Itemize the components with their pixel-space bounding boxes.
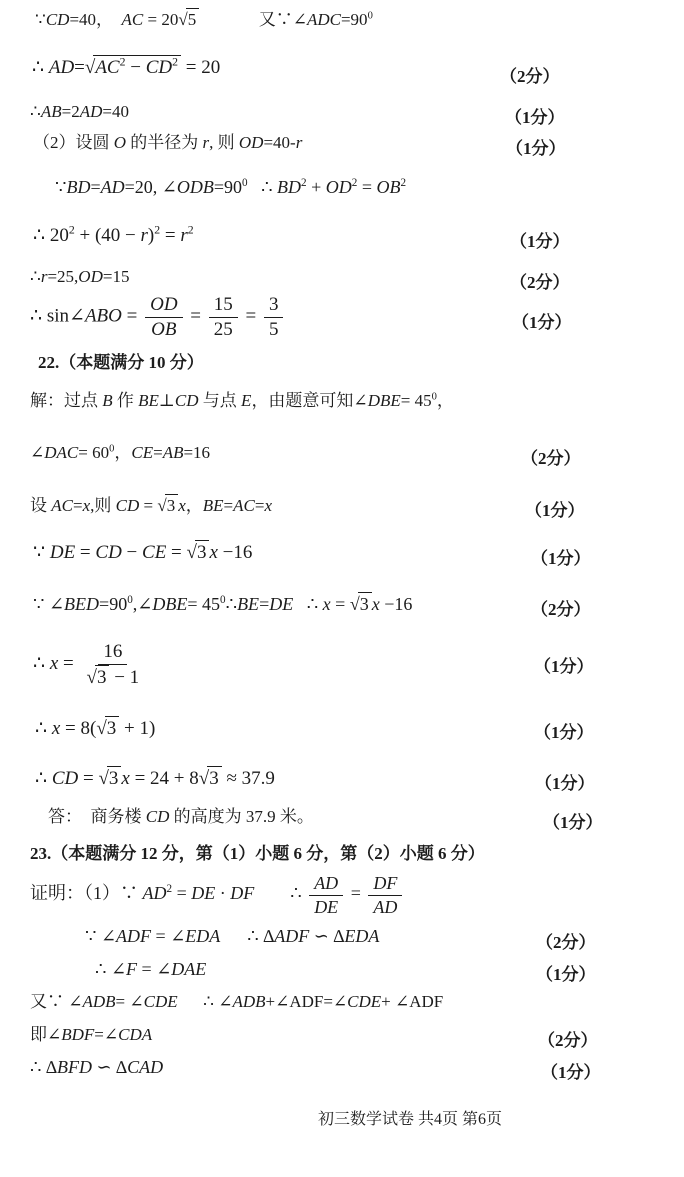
math-fragment: ∴ ∆	[220, 926, 275, 946]
math-fragment: = 45	[187, 594, 221, 614]
math-fragment: =2	[61, 102, 80, 121]
math-fragment: DE	[269, 594, 294, 614]
superscript: 0	[367, 10, 373, 22]
math-fragment: ∴	[35, 718, 52, 739]
math-fragment: DAC	[44, 443, 79, 462]
math-fragment: =90	[99, 594, 128, 614]
math-fragment: BE	[138, 391, 159, 410]
score-mark: （2分）	[510, 273, 570, 292]
fraction	[145, 293, 182, 342]
square-root	[87, 665, 110, 690]
math-fragment: ∽ ∆	[91, 1057, 128, 1077]
math-fragment: 3	[359, 594, 369, 614]
solution-line-13	[33, 540, 252, 565]
score-mark: （1分）	[535, 774, 595, 793]
score-mark: （1分）	[534, 657, 594, 676]
math-fragment: OD	[78, 267, 103, 286]
math-fragment: ≈ 37.9	[221, 768, 275, 789]
superscript: 2	[187, 223, 194, 237]
superscript: 2	[400, 177, 407, 189]
math-fragment: r	[180, 225, 188, 246]
page-footer: 初三数学试卷 共4页 第6页	[317, 1111, 502, 1128]
math-fragment: ODB	[176, 177, 214, 197]
math-fragment: =	[223, 496, 234, 515]
math-fragment: CAD	[127, 1057, 164, 1077]
math-fragment: =	[330, 594, 350, 614]
math-fragment: = ∠	[115, 992, 144, 1011]
math-fragment: =40	[102, 102, 129, 121]
math-fragment: AD	[373, 896, 398, 917]
math-fragment: AD	[100, 177, 125, 197]
math-fragment: =	[185, 305, 206, 327]
math-fragment: x	[178, 496, 186, 515]
radical-sign: √	[96, 718, 107, 739]
score-mark: （1分）	[536, 965, 596, 984]
math-fragment: BD	[66, 177, 91, 197]
radical-sign: √	[186, 542, 197, 563]
math-fragment: =16	[183, 443, 211, 462]
math-fragment: ∴	[30, 102, 41, 121]
math-fragment: AC	[233, 496, 255, 515]
math-fragment: x	[322, 594, 331, 614]
score-mark: （1分）	[512, 313, 572, 332]
math-fragment: 5	[268, 318, 279, 340]
math-fragment: ADF	[274, 926, 310, 946]
math-fragment: 答： 商务楼	[48, 807, 146, 826]
math-fragment: +∠ADF=∠	[265, 992, 348, 1011]
math-fragment: 3	[106, 718, 117, 739]
math-fragment: +	[306, 177, 326, 197]
math-fragment: ∴ ∠	[95, 959, 127, 979]
superscript: 2	[172, 55, 179, 69]
square-root	[157, 494, 178, 516]
math-fragment: ∴ 20	[33, 225, 69, 246]
math-fragment: =20, ∠	[124, 177, 177, 197]
math-fragment: DE	[49, 542, 76, 563]
math-fragment: CDE	[347, 992, 382, 1011]
math-fragment: AD	[314, 873, 339, 893]
math-fragment: E	[241, 391, 252, 410]
score-mark: （2分）	[521, 449, 581, 468]
math-fragment: =	[72, 496, 83, 515]
square-root	[96, 716, 119, 741]
math-fragment: −16	[379, 594, 413, 614]
math-fragment: ADF	[116, 926, 152, 946]
math-fragment: ，	[436, 391, 454, 410]
math-fragment: ADC	[306, 10, 341, 29]
math-fragment: CD	[95, 542, 122, 563]
math-fragment: x	[209, 542, 218, 563]
superscript: 2	[351, 177, 358, 189]
math-fragment: AB	[162, 443, 184, 462]
score-mark: （1分）	[531, 549, 591, 568]
square-root	[98, 766, 121, 791]
proof-line-24	[30, 1024, 152, 1045]
math-fragment: ,则	[90, 496, 116, 515]
math-fragment: =	[153, 443, 163, 462]
fraction	[264, 293, 284, 342]
math-fragment: 与点	[198, 391, 242, 410]
math-fragment: ，	[185, 496, 203, 515]
solution-line-06	[33, 224, 194, 248]
math-fragment: 5	[187, 10, 197, 29]
math-fragment: DBE	[367, 391, 401, 410]
answer-statement-line	[48, 806, 314, 827]
math-fragment: OD	[325, 177, 352, 197]
score-mark: （1分）	[534, 723, 594, 742]
math-fragment: + ∠ADF	[381, 992, 444, 1011]
solution-line-05	[55, 176, 406, 199]
math-fragment: AC	[121, 10, 144, 29]
math-fragment: =	[259, 594, 270, 614]
math-fragment: 的半径为	[126, 133, 203, 152]
math-fragment: CE	[142, 542, 167, 563]
math-fragment: ∴	[33, 653, 50, 675]
math-fragment: =	[75, 542, 96, 563]
math-fragment: + (40 −	[74, 225, 141, 246]
math-fragment: 16	[103, 641, 123, 662]
square-root	[350, 592, 372, 616]
superscript: 0	[109, 443, 115, 455]
math-fragment: = ∠	[151, 926, 186, 946]
math-fragment: BED	[64, 594, 100, 614]
math-fragment: DE	[191, 883, 216, 904]
math-fragment: = 45	[400, 391, 432, 410]
math-fragment: x	[82, 496, 91, 515]
math-fragment: x	[121, 768, 130, 789]
math-fragment: =	[121, 305, 143, 327]
math-fragment: =90	[213, 177, 242, 197]
solution-line-16	[35, 716, 155, 741]
math-fragment: r	[140, 225, 148, 246]
math-fragment: =	[166, 542, 187, 563]
math-fragment: AD	[79, 102, 103, 121]
math-fragment: OD	[238, 133, 264, 152]
solution-line-02	[32, 55, 220, 80]
math-fragment: 3	[96, 666, 107, 688]
solution-line-04	[33, 132, 302, 153]
math-fragment: AC	[51, 496, 73, 515]
math-fragment: AD	[48, 57, 75, 78]
solution-line-14	[33, 592, 412, 616]
score-mark: （1分）	[525, 501, 585, 520]
math-fragment: −	[121, 542, 143, 563]
math-fragment: ABO	[84, 305, 122, 327]
math-fragment: CD	[115, 496, 140, 515]
solution-line-11	[30, 442, 210, 463]
math-fragment: =40-	[263, 133, 296, 152]
math-fragment: =	[74, 57, 85, 78]
score-mark: （2分）	[531, 600, 591, 619]
math-fragment: ∵	[55, 177, 67, 197]
square-root	[187, 540, 210, 565]
math-fragment: ，由题意可知∠	[251, 391, 368, 410]
solution-line-12	[30, 494, 272, 516]
math-fragment: = 24 + 8	[129, 768, 199, 789]
math-fragment: EDA	[344, 926, 380, 946]
math-fragment: ∵	[35, 10, 46, 29]
square-root	[85, 55, 181, 80]
fraction	[82, 640, 145, 690]
math-fragment: AC	[95, 57, 120, 78]
superscript: 2	[119, 55, 126, 69]
math-fragment: ∴	[32, 57, 49, 78]
math-fragment: ·	[215, 883, 231, 904]
math-fragment: − 1	[109, 666, 140, 688]
radical-sign: √	[84, 57, 96, 78]
math-fragment: DF	[373, 873, 398, 893]
math-fragment: 25	[213, 318, 233, 340]
math-fragment: =	[58, 653, 79, 675]
score-mark: （2分）	[538, 1031, 598, 1050]
problem-23-heading: 23.（本题满分 12 分，第（1）小题 6 分，第（2）小题 6 分）	[30, 844, 485, 863]
solution-line-03	[30, 101, 129, 122]
math-fragment: = 60	[78, 443, 110, 462]
math-fragment: =	[346, 883, 366, 904]
solution-line-08	[30, 293, 286, 342]
math-fragment: （2）设圆	[33, 133, 114, 152]
math-fragment: x	[49, 653, 59, 675]
math-fragment: 即∠	[30, 1025, 62, 1044]
math-fragment: r	[202, 133, 210, 152]
math-fragment: ∴	[35, 768, 52, 789]
math-fragment: DBE	[152, 594, 188, 614]
math-fragment: = ∠	[137, 959, 172, 979]
math-fragment: =90	[340, 10, 368, 29]
math-fragment: ⊥	[158, 391, 175, 410]
math-fragment: , 则	[209, 133, 239, 152]
math-fragment: 作	[112, 391, 139, 410]
math-fragment: ∴	[247, 177, 278, 197]
math-fragment: F	[126, 959, 138, 979]
math-fragment: OB	[376, 177, 401, 197]
math-fragment: x	[51, 718, 61, 739]
math-fragment: OD	[150, 294, 178, 315]
math-fragment: −16	[217, 542, 253, 563]
math-fragment: −	[125, 57, 146, 78]
math-fragment: OB	[151, 318, 177, 340]
math-fragment: 又∵ ∠	[30, 992, 83, 1011]
math-fragment: r	[295, 133, 303, 152]
square-root	[178, 8, 199, 30]
radical-sign: √	[198, 768, 210, 789]
math-fragment: ∵ ∠	[33, 594, 65, 614]
math-fragment: 3	[108, 768, 119, 789]
math-fragment: =	[160, 225, 181, 246]
math-fragment: =15	[102, 267, 130, 286]
solution-line-10	[30, 390, 454, 411]
math-fragment: CD	[145, 807, 170, 826]
math-fragment: 3	[268, 294, 279, 315]
math-fragment: =	[78, 768, 99, 789]
math-fragment: 设	[30, 496, 52, 515]
score-mark: （1分）	[506, 139, 566, 158]
math-fragment: O	[113, 133, 127, 152]
math-fragment: = 8(	[60, 718, 97, 739]
math-fragment: ∴ sin∠	[30, 305, 85, 327]
math-fragment: DF	[230, 883, 255, 904]
math-fragment: DE	[314, 896, 339, 917]
math-fragment: ADB	[82, 992, 116, 1011]
math-fragment: = 20	[181, 57, 221, 78]
math-fragment: 又∵∠	[258, 10, 307, 29]
score-mark: （1分）	[505, 108, 565, 127]
math-fragment: ∽ ∆	[309, 926, 345, 946]
superscript: 0	[431, 391, 437, 403]
superscript: 2	[68, 223, 75, 237]
math-fragment: )	[147, 225, 155, 246]
radical-sign: √	[157, 496, 167, 515]
math-fragment: BD	[277, 177, 302, 197]
math-fragment: ∵	[33, 542, 50, 563]
math-fragment: + 1)	[119, 718, 156, 739]
fraction	[209, 293, 238, 342]
math-fragment: CD	[145, 57, 173, 78]
math-fragment: BE	[202, 496, 224, 515]
math-fragment	[199, 10, 259, 29]
fraction	[309, 872, 343, 918]
math-fragment: = 20	[143, 10, 179, 29]
math-fragment: AB	[40, 102, 62, 121]
math-fragment: x	[264, 496, 272, 515]
math-fragment: CE	[131, 443, 154, 462]
score-mark: （1分）	[543, 813, 603, 832]
proof-line-25	[30, 1056, 163, 1079]
math-fragment: ∴ ∠	[177, 992, 233, 1011]
math-fragment: ，	[114, 443, 132, 462]
math-fragment: CD	[51, 768, 79, 789]
math-fragment: 解：过点	[30, 391, 103, 410]
math-fragment: CDE	[143, 992, 178, 1011]
math-fragment: ∠	[30, 443, 45, 462]
math-fragment: CD	[174, 391, 199, 410]
math-fragment: x	[371, 594, 380, 614]
superscript: 2	[301, 177, 307, 189]
solution-line-17	[35, 766, 275, 791]
solution-line-07	[30, 266, 129, 287]
radical-sign: √	[178, 10, 188, 29]
math-fragment: r	[40, 267, 48, 286]
math-fragment: ∵ ∠	[85, 926, 117, 946]
math-fragment: =	[172, 883, 192, 904]
math-fragment: BFD	[56, 1057, 92, 1077]
math-fragment: ∴	[225, 594, 238, 614]
math-fragment: ADB	[232, 992, 266, 1011]
proof-line-21	[85, 925, 379, 948]
proof-line-23	[30, 991, 443, 1012]
math-fragment: =	[90, 177, 101, 197]
math-fragment: =	[139, 496, 158, 515]
radical-sign: √	[86, 666, 97, 688]
math-fragment: =∠	[94, 1025, 119, 1044]
math-fragment: 3	[196, 542, 207, 563]
math-fragment: B	[102, 391, 113, 410]
superscript: 0	[242, 177, 248, 189]
proof-line-22	[95, 958, 206, 981]
superscript: 0	[127, 594, 133, 606]
radical-sign: √	[349, 594, 360, 614]
score-mark: （1分）	[510, 232, 570, 251]
math-fragment: ∴ ∆	[30, 1057, 57, 1077]
proof-line-20	[30, 872, 405, 918]
math-fragment: AD	[142, 883, 167, 904]
math-fragment: =	[240, 305, 261, 327]
math-fragment: BDF	[61, 1025, 95, 1044]
fraction	[368, 872, 402, 918]
math-fragment: CDA	[118, 1025, 153, 1044]
math-fragment: 15	[213, 294, 233, 315]
math-fragment: =	[254, 496, 265, 515]
math-fragment: BE	[237, 594, 260, 614]
math-fragment: =25,	[47, 267, 79, 286]
solution-line-01	[35, 8, 373, 30]
radical-sign: √	[98, 768, 109, 789]
math-fragment: =40，	[69, 10, 122, 29]
math-fragment: ,∠	[132, 594, 153, 614]
superscript: 2	[154, 223, 161, 237]
solution-line-15	[33, 640, 147, 690]
math-fragment: ∴	[30, 267, 41, 286]
math-fragment: 的高度为 37.9 米。	[169, 807, 314, 826]
problem-22-heading: 22.（本题满分 10 分）	[38, 353, 204, 372]
square-root	[199, 766, 222, 791]
math-fragment: 3	[209, 768, 219, 789]
score-mark: （2分）	[536, 933, 596, 952]
score-mark: （1分）	[541, 1063, 601, 1082]
math-fragment: ∴	[293, 594, 323, 614]
superscript: 2	[166, 883, 173, 896]
score-mark: （2分）	[500, 67, 560, 86]
math-fragment: ∴	[254, 883, 307, 904]
math-fragment: =	[357, 177, 377, 197]
math-fragment: CD	[45, 10, 70, 29]
math-fragment: EDA	[185, 926, 221, 946]
math-fragment: 3	[166, 496, 176, 515]
superscript: 0	[220, 594, 226, 606]
math-fragment: DAE	[171, 959, 207, 979]
math-fragment: 证明：（1）∵	[30, 883, 143, 904]
